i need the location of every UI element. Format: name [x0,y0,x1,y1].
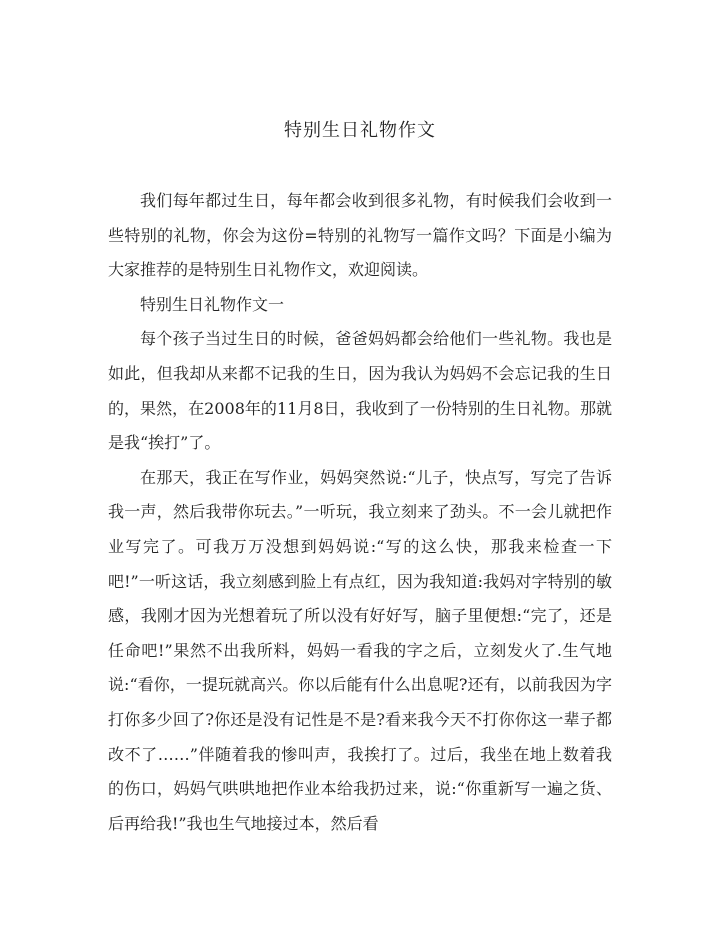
paragraph-intro: 我们每年都过生日，每年都会收到很多礼物，有时候我们会收到一些特别的礼物，你会为这份=特别的礼物写一篇作文吗？下面是小编为大家推荐的是特别生日礼物作文，欢迎阅读。 [108,191,612,280]
section-heading: 特别生日礼物作文一 [140,294,285,314]
paragraph-birthday: 每个孩子当过生日的时候，爸爸妈妈都会给他们一些礼物。我也是如此，但我却从来都不记我的生日，因为我认为妈妈不会忘记我的生日的，果然，在2008年的11月8日，我收到了一份特别的生日礼物。那就是我“挨打”了。 [108,329,612,453]
paragraph-story: 在那天，我正在写作业，妈妈突然说:“儿子，快点写，写完了告诉我一声，然后我带你玩去。”一听玩，我立刻来了劲头。不一会儿就把作业写完了。可我万万没想到妈妈说:“写的这么快，那我来检查一下吧!”一听这话，我立刻感到脸上有点红，因为我知道:我妈对字特别的敏感，我刚才因为光想着玩了所以没有好好写，脑子里便想:“完了，还是任命吧!”果然不出我所料，妈妈一看我的字之后，立刻发火了.生气地说:“看你，一提玩就高兴。你以后能有什么出息呢?还有，以前我因为字打你多少回了?你还是没有记性是不是?看来我今天不打你你这一辈子都改不了……”伴随着我的惨叫声，我挨打了。过后，我坐在地上数着我的伤口，妈妈气哄哄地把作业本给我扔过来，说:“你重新写一遍之货、后再给我!”我也生气地接过本，然后看 [108,467,612,833]
document-body [108,184,612,841]
page-title: 特别生日礼物作文 [284,120,436,141]
